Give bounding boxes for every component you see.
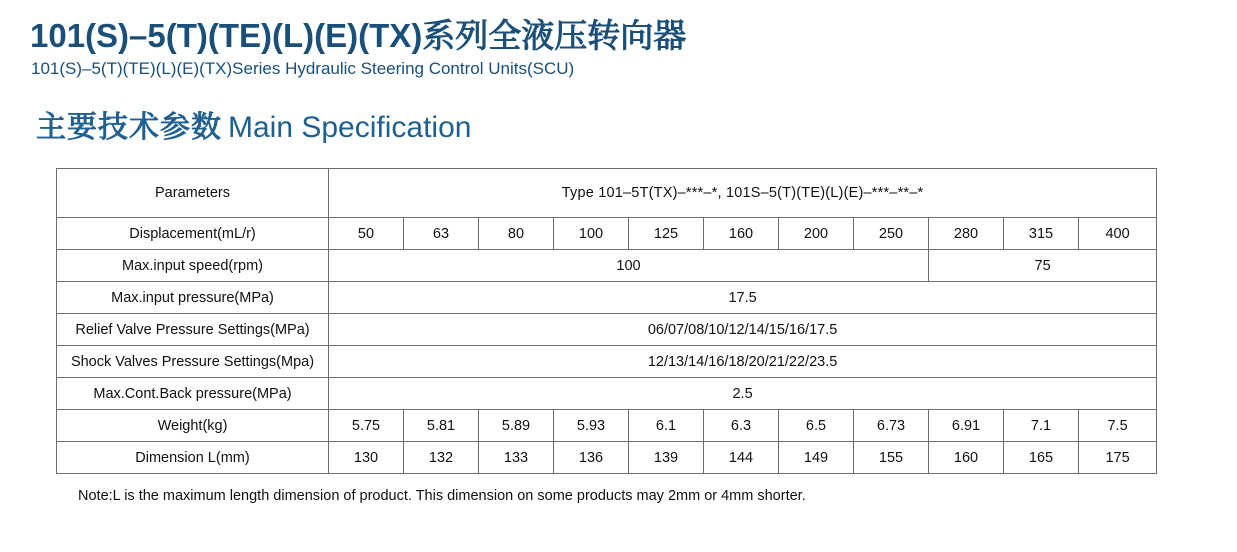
table-cell: 130 xyxy=(329,442,404,474)
table-cell: 6.91 xyxy=(929,410,1004,442)
row-label: Shock Valves Pressure Settings(Mpa) xyxy=(57,346,329,378)
table-cell: 100 xyxy=(554,218,629,250)
row-label: Relief Valve Pressure Settings(MPa) xyxy=(57,314,329,346)
table-cell: 160 xyxy=(929,442,1004,474)
table-cell: 132 xyxy=(404,442,479,474)
table-body xyxy=(57,169,1157,474)
row-label: Max.input speed(rpm) xyxy=(57,250,329,282)
table-cell: 125 xyxy=(629,218,704,250)
table-cell: 139 xyxy=(629,442,704,474)
table-cell: 6.1 xyxy=(629,410,704,442)
table-cell: 5.89 xyxy=(479,410,554,442)
table-cell: 2.5 xyxy=(329,378,1157,410)
specification-table xyxy=(56,168,1157,474)
table-cell: 280 xyxy=(929,218,1004,250)
table-cell: 6.5 xyxy=(779,410,854,442)
table-header-row xyxy=(57,169,1157,218)
table-cell: 149 xyxy=(779,442,854,474)
table-cell: 17.5 xyxy=(329,282,1157,314)
type-header: Type 101–5T(TX)–***–*, 101S–5(T)(TE)(L)(E)–***–**–* xyxy=(329,169,1157,218)
table-cell: 5.81 xyxy=(404,410,479,442)
table-cell: 6.3 xyxy=(704,410,779,442)
table-cell: 5.75 xyxy=(329,410,404,442)
table-cell: 100 xyxy=(329,250,929,282)
section-title-cn: 主要技术参数 xyxy=(36,111,222,144)
table-cell: 250 xyxy=(854,218,929,250)
table-note: Note:L is the maximum length dimension of product. This dimension on some products may 2mm or 4mm shorter. xyxy=(78,488,806,504)
table-cell: 75 xyxy=(929,250,1157,282)
table-cell: 7.5 xyxy=(1079,410,1157,442)
table-row xyxy=(57,346,1157,378)
table-cell: 6.73 xyxy=(854,410,929,442)
table-row xyxy=(57,218,1157,250)
table-cell: 7.1 xyxy=(1004,410,1079,442)
table-cell: 200 xyxy=(779,218,854,250)
table-cell: 400 xyxy=(1079,218,1157,250)
row-label: Max.input pressure(MPa) xyxy=(57,282,329,314)
row-label: Dimension L(mm) xyxy=(57,442,329,474)
table-cell: 5.93 xyxy=(554,410,629,442)
page-title-en: 101(S)–5(T)(TE)(L)(E)(TX)Series Hydraulic Steering Control Units(SCU) xyxy=(31,59,575,78)
row-label: Displacement(mL/r) xyxy=(57,218,329,250)
row-label: Max.Cont.Back pressure(MPa) xyxy=(57,378,329,410)
table-cell: 165 xyxy=(1004,442,1079,474)
table-cell: 144 xyxy=(704,442,779,474)
table-cell: 175 xyxy=(1079,442,1157,474)
table-cell: 133 xyxy=(479,442,554,474)
table-row xyxy=(57,410,1157,442)
table-cell: 136 xyxy=(554,442,629,474)
section-title xyxy=(36,102,1197,146)
table-row xyxy=(57,250,1157,282)
table-cell: 63 xyxy=(404,218,479,250)
section-title-en: Main Specification xyxy=(228,111,472,144)
table-row xyxy=(57,442,1157,474)
table-cell: 155 xyxy=(854,442,929,474)
table-cell: 12/13/14/16/18/20/21/22/23.5 xyxy=(329,346,1157,378)
table-cell: 80 xyxy=(479,218,554,250)
row-label: Weight(kg) xyxy=(57,410,329,442)
table-cell: 160 xyxy=(704,218,779,250)
table-cell: 06/07/08/10/12/14/15/16/17.5 xyxy=(329,314,1157,346)
parameters-header: Parameters xyxy=(57,169,329,218)
table-row xyxy=(57,282,1157,314)
page-title-cn: 101(S)–5(T)(TE)(L)(E)(TX)系列全液压转向器 xyxy=(30,17,687,54)
table-row xyxy=(57,314,1157,346)
table-cell: 315 xyxy=(1004,218,1079,250)
table-cell: 50 xyxy=(329,218,404,250)
table-row xyxy=(57,378,1157,410)
